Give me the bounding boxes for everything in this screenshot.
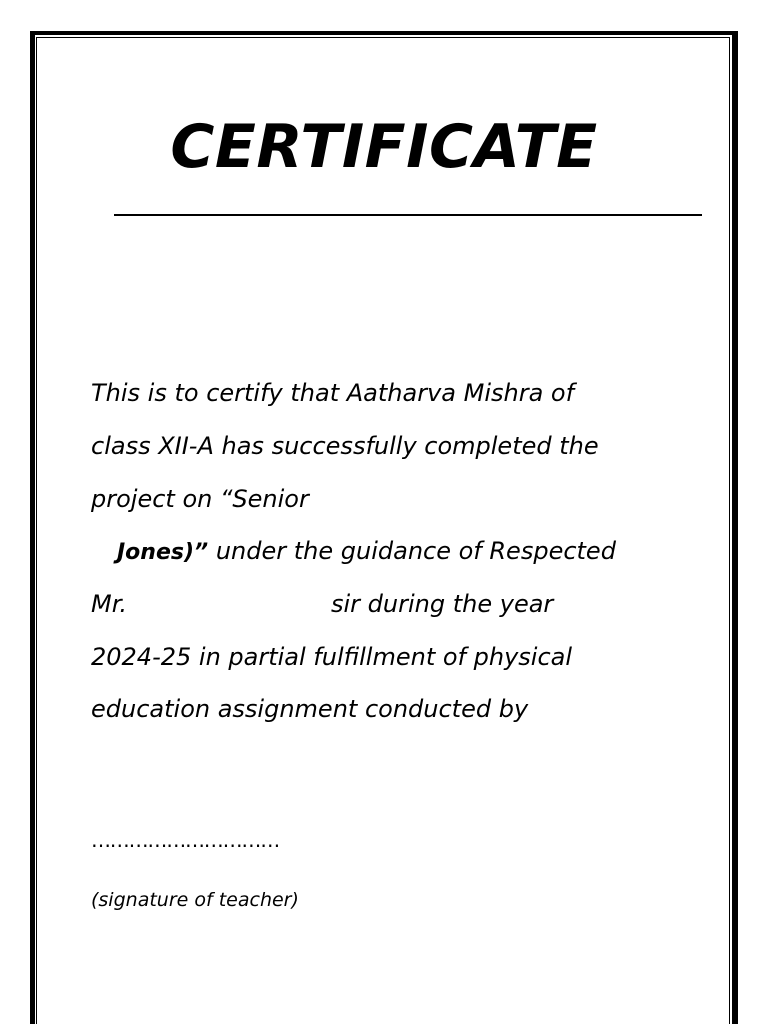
body-line-2: class XII-A has successfully completed the: [91, 432, 599, 460]
certificate-title: CERTIFICATE: [170, 112, 598, 182]
body-line-4: [117, 536, 616, 568]
signature-label: (signature of teacher): [91, 889, 299, 911]
year-text: sir during the year: [331, 590, 554, 618]
body-line-6: 2024-25 in partial fulfillment of physical: [91, 643, 573, 671]
title-underline: [114, 214, 702, 216]
body-line-7: education assignment conducted by: [91, 695, 529, 723]
teacher-title-prefix: Mr.: [91, 590, 127, 618]
guidance-text: under the guidance of Respected: [208, 537, 616, 565]
project-name-end: Jones)”: [117, 540, 209, 565]
inner-border: [36, 37, 730, 1024]
body-line-5: [91, 589, 553, 619]
signature-line: …………………………: [91, 828, 280, 852]
body-line-1: This is to certify that Aatharva Mishra of: [91, 379, 575, 407]
body-line-3: project on “Senior: [91, 485, 309, 513]
